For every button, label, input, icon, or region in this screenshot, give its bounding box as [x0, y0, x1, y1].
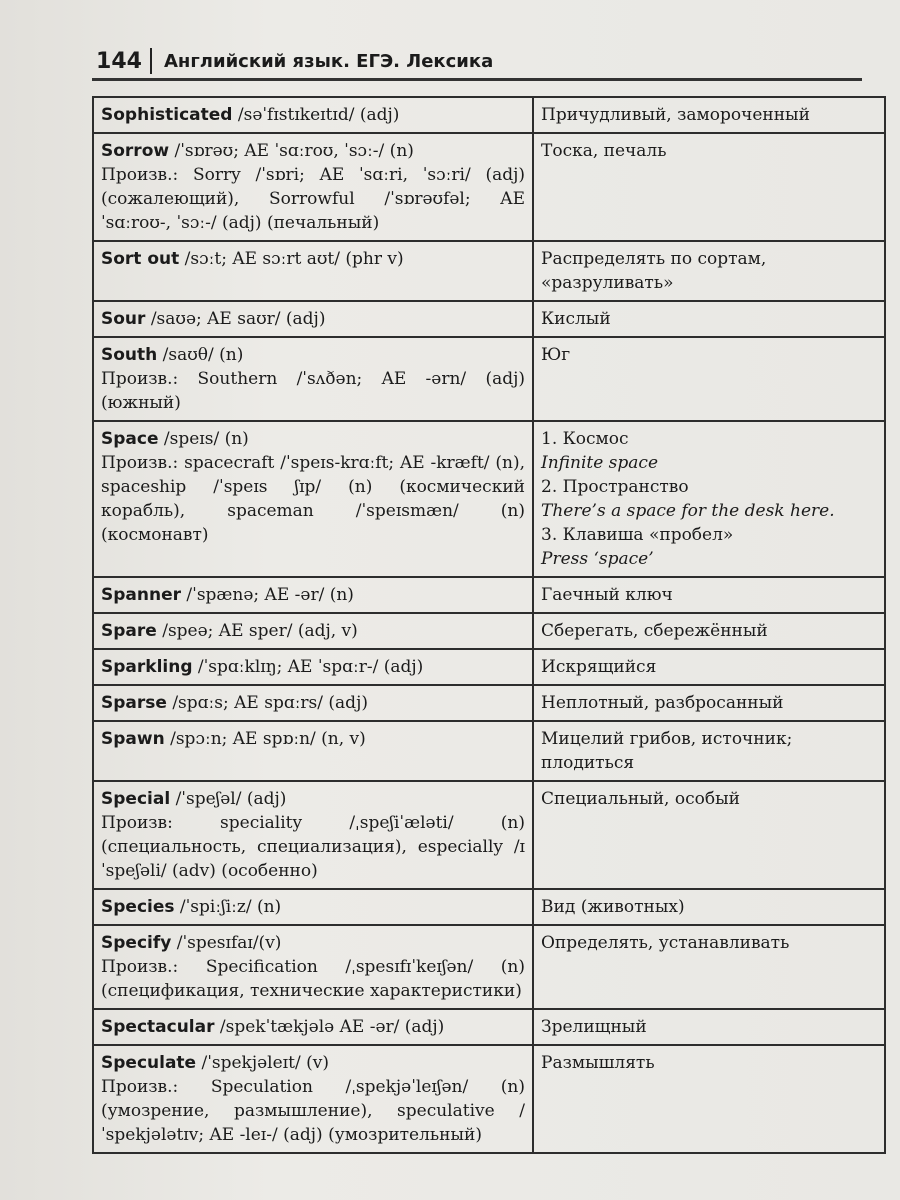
derivatives: Произв: speciality /ˌspeʃiˈæləti/ (n) (специальность, специализация), especially /ɪˈspeʃəli/ (adv) (особенно) [101, 813, 525, 881]
entry-cell [93, 1009, 533, 1045]
headword: Sort out [101, 249, 180, 269]
pronunciation: /ˈspiːʃiːz/ (n) [179, 897, 282, 917]
table-row [93, 889, 885, 925]
translation: Мицелий грибов, источник; плодиться [541, 729, 793, 773]
translation-cell [533, 721, 885, 781]
translation: Искрящийся [541, 657, 657, 677]
translation-cell [533, 421, 885, 577]
translation: Неплотный, разбросанный [541, 693, 784, 713]
sense-example: Press ‘space’ [541, 549, 654, 569]
translation: Определять, устанавливать [541, 933, 790, 953]
headword: Spawn [101, 729, 165, 749]
table-row [93, 421, 885, 577]
pronunciation: /spɑːs; AE spɑːrs/ (adj) [172, 693, 368, 713]
table-row [93, 1045, 885, 1153]
table-row [93, 721, 885, 781]
derivatives: Произв.: Sorry /ˈsɒri; AE ˈsɑːri, ˈsɔːri/ (adj) (сожалеющий), Sorrowful /ˈsɒrəʊfəl; AE ˈsɑːroʊ-, ˈsɔː-/ (adj) (печальный) [101, 165, 525, 233]
pronunciation: /ˈspɑːklɪŋ; AE ˈspɑːr-/ (adj) [197, 657, 424, 677]
table-row [93, 97, 885, 133]
table-row [93, 649, 885, 685]
translation: Юг [541, 345, 571, 365]
headword: Sour [101, 309, 146, 329]
sense-meaning: 1. Космос [541, 429, 629, 449]
translation: Сберегать, сбережённый [541, 621, 768, 641]
pronunciation: /saʊə; AE saʊr/ (adj) [150, 309, 326, 329]
pronunciation: /speə; AE sper/ (adj, v) [162, 621, 358, 641]
table-row [93, 781, 885, 889]
translation: Причудливый, замороченный [541, 105, 810, 125]
translation-cell [533, 685, 885, 721]
pronunciation: /sɔːt; AE sɔːrt aʊt/ (phr v) [184, 249, 404, 269]
headword: Specify [101, 933, 172, 953]
page-number: 144 [96, 48, 142, 74]
derivatives: Произв.: Specification /ˌspesɪfɪˈkeɪʃən/ (n) (спецификация, технические характеристики) [101, 957, 525, 1001]
headword: Spare [101, 621, 157, 641]
sense-meaning: 2. Пространство [541, 477, 689, 497]
table-row [93, 925, 885, 1009]
translation-cell [533, 781, 885, 889]
translation-cell [533, 133, 885, 241]
pronunciation: /spɔːn; AE spɒːn/ (n, v) [170, 729, 366, 749]
derivatives: Произв.: Speculation /ˌspekjəˈleɪʃən/ (n) (умозрение, размышление), speculative /ˈspekjələtɪv; AE -leɪ-/ (adj) (умозрительный) [101, 1077, 525, 1145]
entry-cell [93, 337, 533, 421]
entry-cell [93, 421, 533, 577]
translation: Зрелищный [541, 1017, 647, 1037]
translation-cell [533, 301, 885, 337]
pronunciation: /ˈsɒrəʊ; AE ˈsɑːroʊ, ˈsɔː-/ (n) [174, 141, 414, 161]
translation-cell [533, 649, 885, 685]
entry-cell [93, 133, 533, 241]
header-divider [150, 48, 152, 74]
pronunciation: /ˈspekjəleɪt/ (v) [201, 1053, 329, 1073]
entry-cell [93, 925, 533, 1009]
derivatives: Произв.: spacecraft /ˈspeɪs-krɑːft; AE -kræft/ (n), spaceship /ˈspeɪs ʃɪp/ (n) (космический корабль), spaceman /ˈspeɪsmæn/ (n) (космонавт) [101, 453, 525, 545]
pronunciation: /ˈspænə; AE -ər/ (n) [186, 585, 354, 605]
table-row [93, 577, 885, 613]
table-row [93, 685, 885, 721]
translation-cell [533, 97, 885, 133]
headword: Sparse [101, 693, 167, 713]
vocabulary-table [92, 96, 886, 1154]
headword: South [101, 345, 158, 365]
pronunciation: /saʊθ/ (n) [162, 345, 244, 365]
pronunciation: /ˈspesɪfaɪ/(v) [176, 933, 282, 953]
entry-cell [93, 781, 533, 889]
book-title: Английский язык. ЕГЭ. Лексика [164, 50, 494, 72]
headword: Space [101, 429, 159, 449]
translation: Гаечный ключ [541, 585, 673, 605]
pronunciation: /ˈspeʃəl/ (adj) [175, 789, 287, 809]
entry-cell [93, 721, 533, 781]
table-row [93, 613, 885, 649]
pronunciation: /spekˈtækjələ AE -ər/ (adj) [219, 1017, 445, 1037]
table-row [93, 1009, 885, 1045]
translation: Распределять по сортам, «разруливать» [541, 249, 767, 293]
translation-cell [533, 1045, 885, 1153]
translation: Специальный, особый [541, 789, 740, 809]
headword: Sparkling [101, 657, 193, 677]
entry-cell [93, 577, 533, 613]
headword: Spectacular [101, 1017, 215, 1037]
table-row [93, 241, 885, 301]
table-row [93, 301, 885, 337]
entry-cell [93, 685, 533, 721]
page-header [92, 44, 892, 78]
pronunciation: /speɪs/ (n) [163, 429, 249, 449]
headword: Spanner [101, 585, 182, 605]
entry-cell [93, 241, 533, 301]
translation-cell [533, 925, 885, 1009]
entry-cell [93, 613, 533, 649]
headword: Sorrow [101, 141, 170, 161]
table-row [93, 133, 885, 241]
translation: Кислый [541, 309, 611, 329]
headword: Species [101, 897, 175, 917]
translation-cell [533, 241, 885, 301]
translation-cell [533, 577, 885, 613]
entry-cell [93, 889, 533, 925]
translation: Размышлять [541, 1053, 655, 1073]
entry-cell [93, 97, 533, 133]
headword: Special [101, 789, 171, 809]
translation: Тоска, печаль [541, 141, 667, 161]
headword: Speculate [101, 1053, 197, 1073]
table-row [93, 337, 885, 421]
sense-meaning: 3. Клавиша «пробел» [541, 525, 734, 545]
pronunciation: /səˈfɪstɪkeɪtɪd/ (adj) [237, 105, 400, 125]
translation-cell [533, 613, 885, 649]
sense-example: There’s a space for the desk here. [541, 501, 835, 521]
translation-cell [533, 1009, 885, 1045]
header-rule [92, 78, 862, 81]
entry-cell [93, 301, 533, 337]
translation: Вид (животных) [541, 897, 685, 917]
entry-cell [93, 1045, 533, 1153]
headword: Sophisticated [101, 105, 233, 125]
sense-example: Infinite space [541, 453, 659, 473]
translation-cell [533, 337, 885, 421]
entry-cell [93, 649, 533, 685]
derivatives: Произв.: Southern /ˈsʌðən; AE -ərn/ (adj) (южный) [101, 369, 525, 413]
translation-cell [533, 889, 885, 925]
